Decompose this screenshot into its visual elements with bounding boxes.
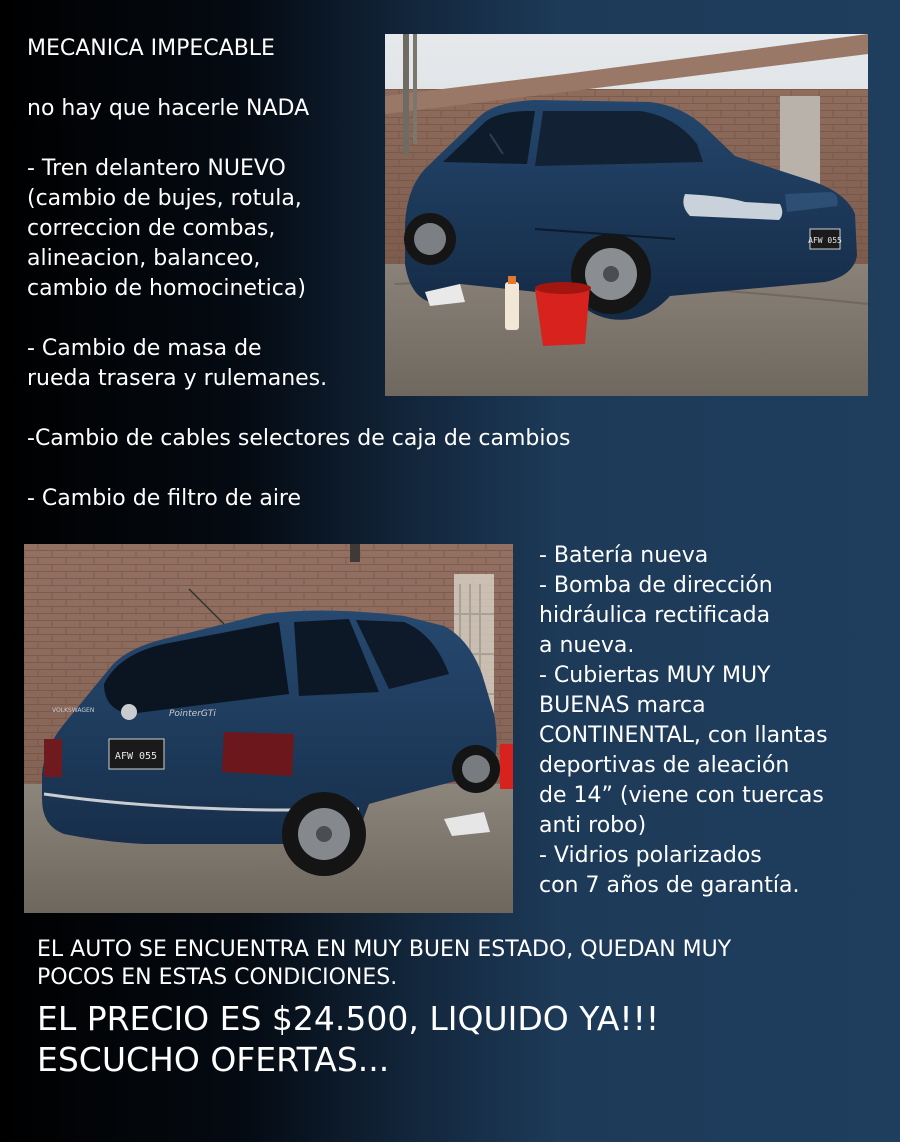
car-front-photo: [385, 34, 868, 396]
price-text: EL PRECIO ES $24.500, LIQUIDO YA!!! ESCUCHO OFERTAS...: [37, 999, 660, 1079]
rear-brand-badge: VOLKSWAGEN: [52, 707, 95, 714]
front-license-plate: AFW 055: [808, 236, 842, 245]
rear-model-badge: PointerGTi: [169, 709, 216, 719]
features-text-right: - Batería nueva - Bomba de dirección hidráulica rectificada a nueva. - Cubiertas MUY MUY BUENAS marca CONTINENTAL, con llantas deportivas de aleación de 14” (viene con tuercas anti robo) - Vidrios polarizados con 7 años de garantía.: [539, 543, 828, 898]
car-rear-photo: [24, 544, 513, 913]
features-text-top: MECANICA IMPECABLE no hay que hacerle NADA - Tren delantero NUEVO (cambio de bujes, rotula, correccion de combas, alineacion, balanceo, cambio de homocinetica) - Cambio de masa de rueda trasera y rulemanes. -Cambio de cables selectores de caja de cambios - Cambio de filtro de aire: [27, 36, 571, 511]
condition-text: EL AUTO SE ENCUENTRA EN MUY BUEN ESTADO, QUEDAN MUY POCOS EN ESTAS CONDICIONES.: [37, 937, 732, 990]
rear-license-plate: AFW 055: [114, 751, 158, 762]
